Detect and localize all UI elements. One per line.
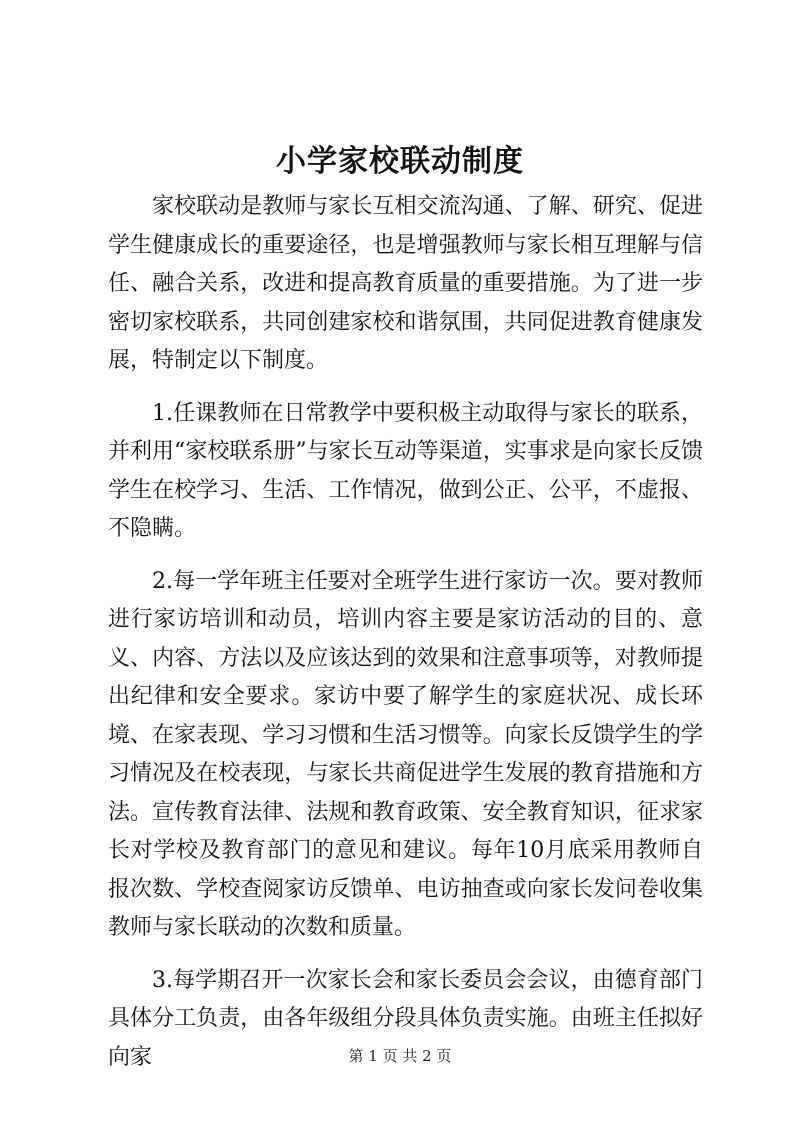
intro-paragraph: 家校联动是教师与家长互相交流沟通、了解、研究、促进学生健康成长的重要途径，也是增强教师与家长相互理解与信任、融合关系，改进和提高教育质量的重要措施。为了进一步密切家校联系，共同创建家校和谐氛围，共同促进教育健康发展，特制定以下制度。 xyxy=(108,194,703,373)
document-title: 小学家校联动制度 xyxy=(276,144,524,179)
document-body xyxy=(108,188,703,1091)
page-footer: 第 1 页 共 2 页 xyxy=(348,1047,452,1065)
rule-1-paragraph: 1.任课教师在日常教学中要积极主动取得与家长的联系，并利用“家校联系册”与家长互动等渠道，实事求是向家长反馈学生在校学习、生活、工作情况，做到公正、公平，不虚报、不隐瞒。 xyxy=(108,400,703,541)
rule-3-paragraph: 3.每学期召开一次家长会和家长委员会会议，由德育部门具体分工负责，由各年级组分段具体负责实施。由班主任拟好向家 xyxy=(108,967,703,1070)
rule-2-paragraph: 2.每一学年班主任要对全班学生进行家访一次。要对教师进行家访培训和动员，培训内容主要是家访活动的目的、意义、内容、方法以及应该达到的效果和注意事项等，对教师提出纪律和安全要求。家访中要了解学生的家庭状况、成长环境、在家表现、学习习惯和生活习惯等。向家长反馈学生的学习情况及在校表现，与家长共商促进学生发展的教育措施和方法。宣传教育法律、法规和教育政策、安全教育知识，征求家长对学校及教育部门的意见和建议。每年10月底采用教师自报次数、学校查阅家访反馈单、电访抽查或向家长发问卷收集教师与家长联动的次数和质量。 xyxy=(108,568,703,940)
